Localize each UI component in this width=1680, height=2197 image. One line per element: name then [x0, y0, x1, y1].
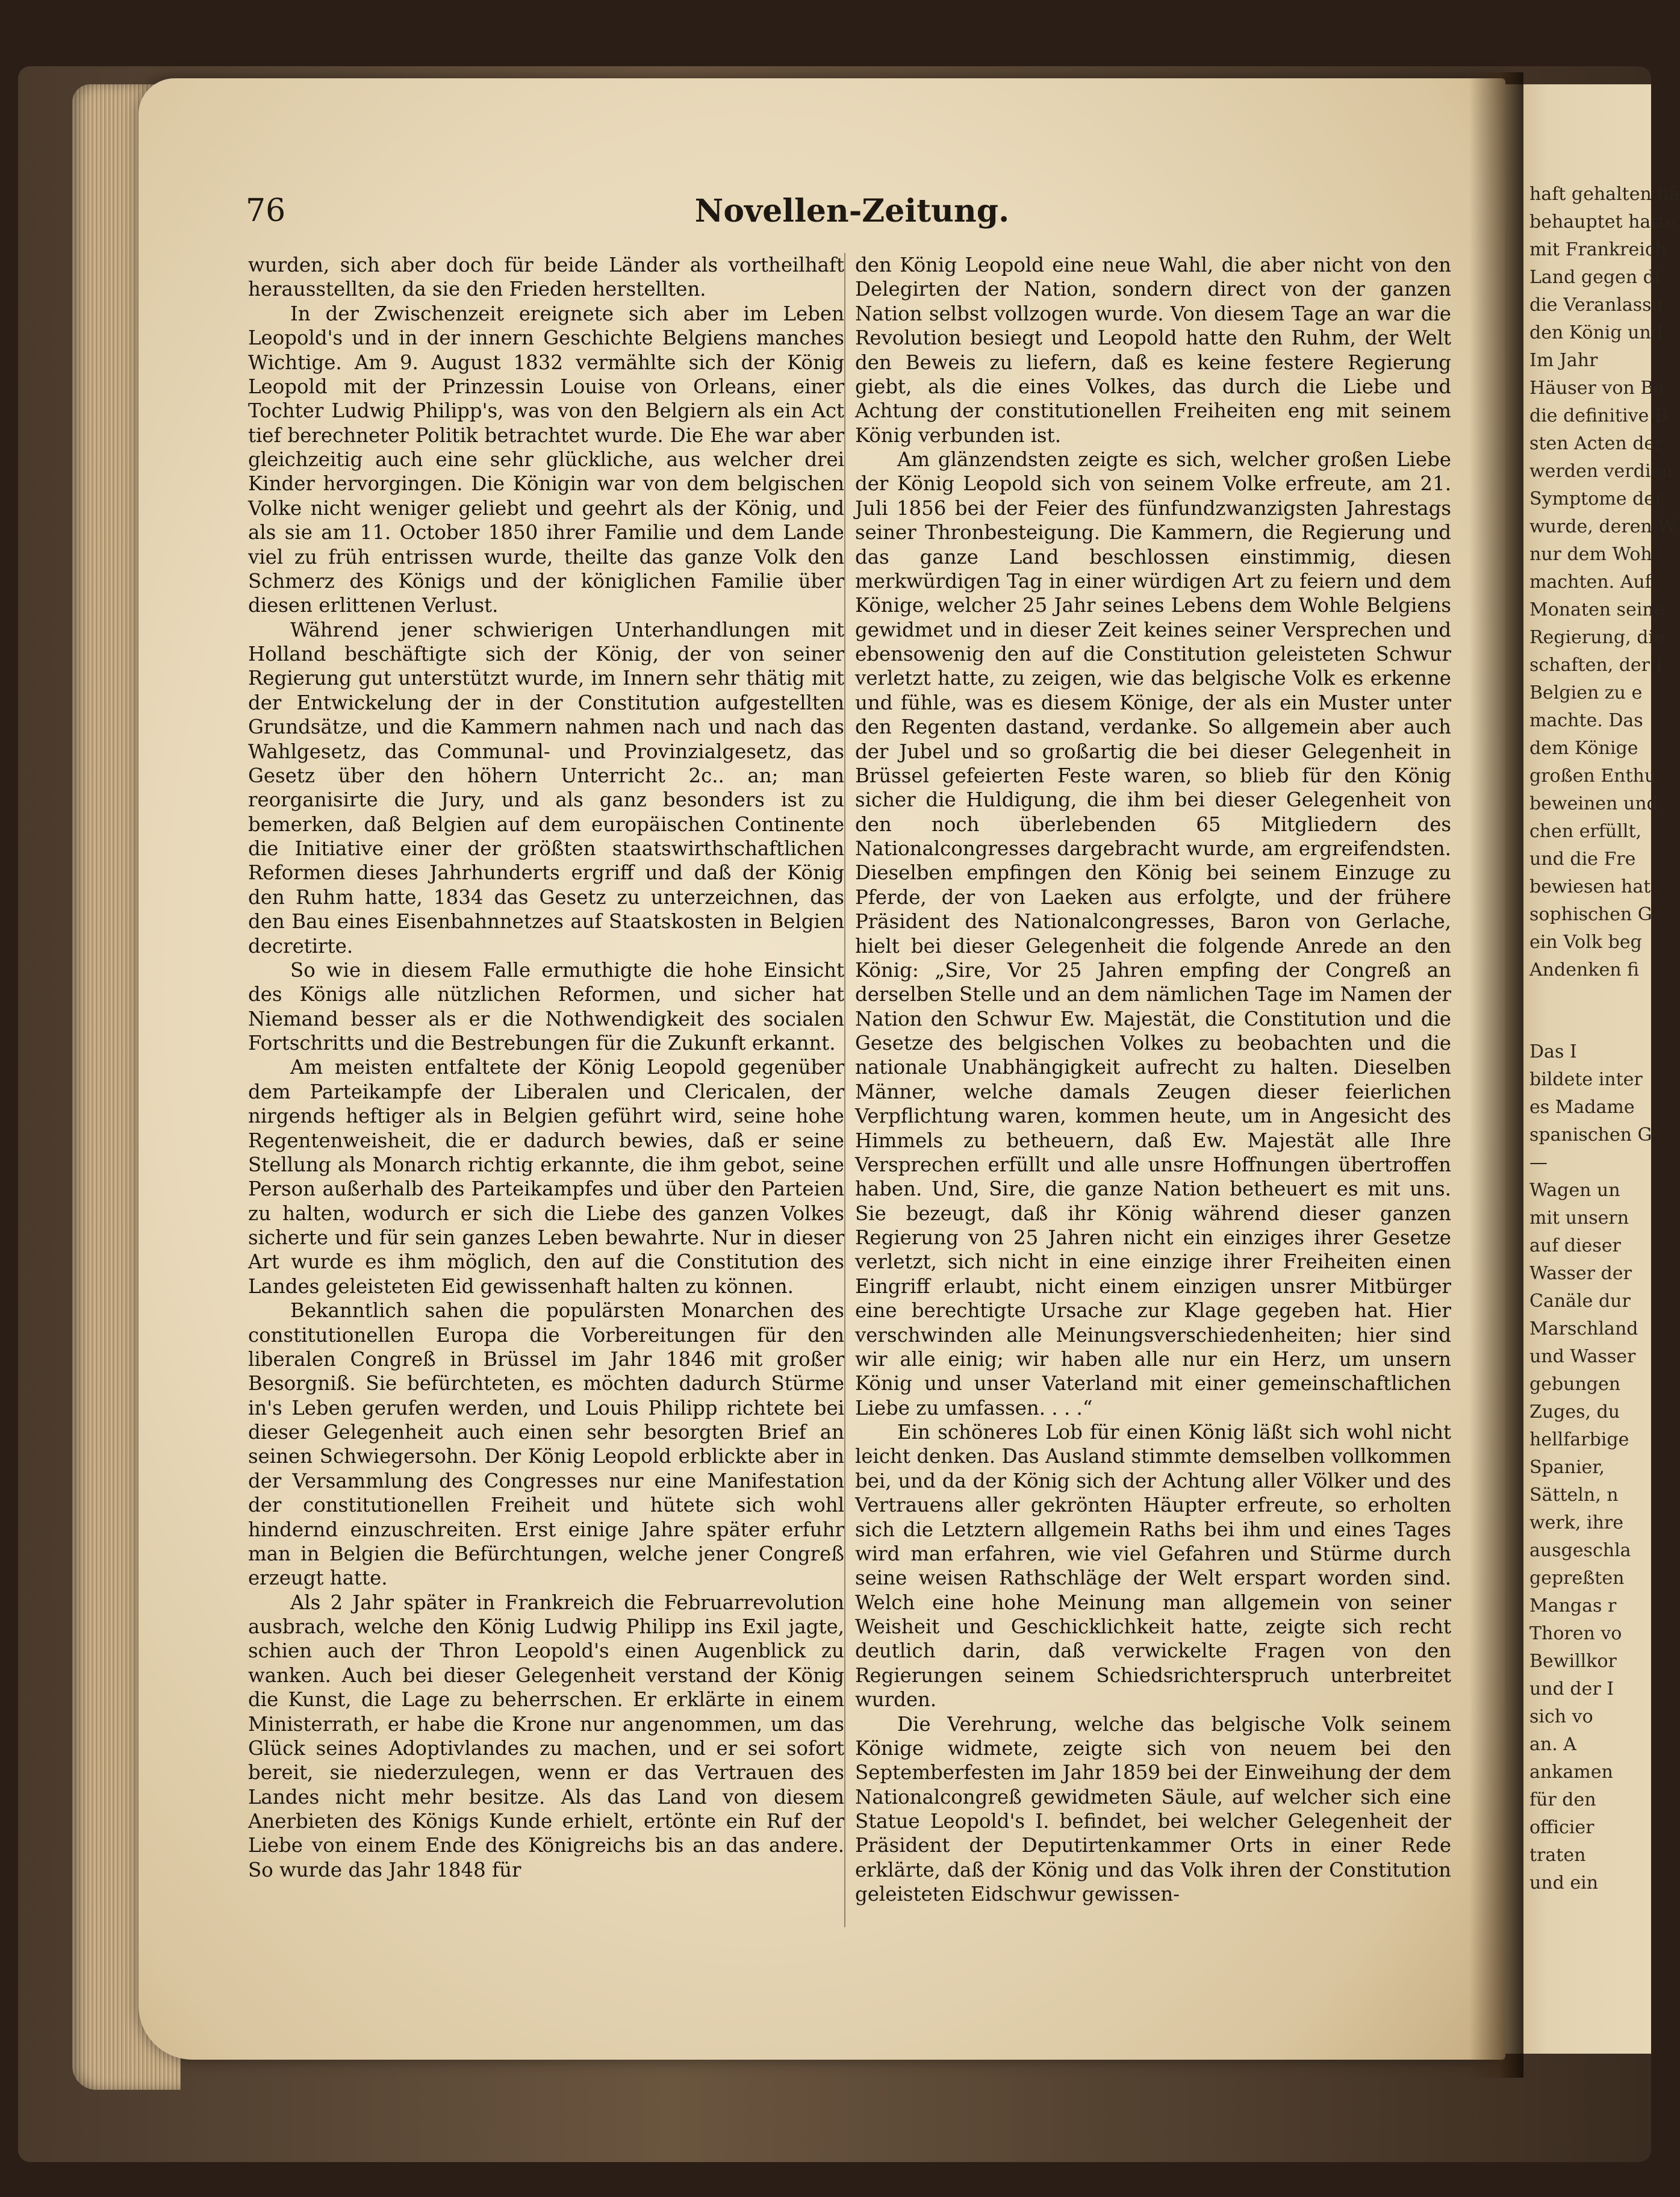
paragraph: Die Verehrung, welche das belgische Volk seinem Könige widmete, zeigte sich von neuem bei den Septemberfesten im Jahr 1859 bei der Einweihung der dem Nationalcongreß gewidmeten Säule, auf welcher sich eine Statue Leopold's I. befindet, bei welcher Gelegenheit der Präsident der Deputirtenkammer Orts in einer Rede erklärte, daß der König und das Volk ihren der Constitution geleisteten Eidschwur gewissen- [855, 1712, 1451, 1906]
paragraph: So wie in diesem Falle ermuthigte die hohe Einsicht des Königs alle nützlichen Reformen, und sicher hat Niemand besser als er die Nothwendigkeit des socialen Fortschritts und die Bestrebungen für die Zukunft erkannt. [248, 958, 844, 1055]
adjacent-page-line: Spanier, [1529, 1457, 1605, 1478]
adjacent-page-line: Land gegen di [1529, 267, 1661, 288]
adjacent-page-line: und Wasser [1529, 1346, 1636, 1367]
adjacent-page-line: großen Enthu [1529, 765, 1657, 787]
adjacent-page-line: traten [1529, 1845, 1586, 1866]
adjacent-page-line: sten Acten der [1529, 433, 1664, 454]
adjacent-page-line: sich vo [1529, 1706, 1593, 1727]
paragraph: In der Zwischenzeit ereignete sich aber im Leben Leopold's und in der innern Geschichte Belgiens manches Wichtige. Am 9. August 1832 vermählte sich der König Leopold mit der Prinzessin Louise von Orleans, einer Tochter Ludwig Philipp's, was von den Belgiern als ein Act tief berechneter Politik betrachtet wurde. Die Ehe war aber gleichzeitig auch eine sehr glückliche, aus welcher drei Kinder hervorgingen. Die Königin war von dem belgischen Volke nicht weniger geliebt und geehrt als der König, und als sie am 11. October 1850 ihrer Familie und dem Lande viel zu früh entrissen wurde, theilte das ganze Volk den Schmerz des Königs und der königlichen Familie über diesen erlittenen Verlust. [248, 302, 844, 617]
adjacent-page-line: machten. Auf [1529, 572, 1652, 593]
adjacent-page-line: gepreßten [1529, 1568, 1625, 1589]
adjacent-page-line: Wagen un [1529, 1180, 1620, 1201]
adjacent-page-line: bildete inter [1529, 1069, 1643, 1090]
adjacent-page-line: Sätteln, n [1529, 1485, 1619, 1506]
adjacent-page-line: und die Fre [1529, 849, 1636, 870]
adjacent-page-line: Belgien zu e [1529, 682, 1643, 703]
adjacent-page-line: es Madame [1529, 1097, 1635, 1118]
journal-title: Novellen-Zeitung. [694, 193, 1010, 229]
paragraph: Während jener schwierigen Unterhandlungen mit Holland beschäftigte sich der König, der von seiner Regierung gut unterstützt wurde, im Innern sehr thätig mit der Entwickelung der in der Constitution aufgestellten Grundsätze, und die Kammern nahmen nach und nach das Wahlgesetz, das Communal- und Provinzialgesetz, das Gesetz über den höhern Unterricht 2c.. an; man reorganisirte die Jury, und als ganz besonders ist zu bemerken, daß Belgien auf dem europäischen Continente die Initiative einer der größten staatswirthschaftlichen Reformen dieses Jahrhunderts ergriff und daß der König den Ruhm hatte, 1834 das Gesetz zu unterzeichnen, das den Bau eines Eisenbahnnetzes auf Staatskosten in Belgien decretirte. [248, 618, 844, 958]
adjacent-page-line: Häuser von Be [1529, 378, 1665, 399]
adjacent-page-line: ausgeschla [1529, 1540, 1631, 1561]
adjacent-page-line: spanischen G [1529, 1124, 1652, 1145]
page-number: 76 [246, 193, 286, 229]
paragraph: Am meisten entfaltete der König Leopold gegenüber dem Parteikampfe der Liberalen und Clericalen, der nirgends heftiger als in Belgien geführt wird, seine hohe Regentenweisheit, die er dadurch bewies, daß er seine Stellung als Monarch richtig erkannte, die ihm gebot, seine Person außerhalb des Parteikampfes und über den Parteien zu halten, wodurch er sich die Liebe des ganzen Volkes sicherte und für sein ganzes Leben bewahrte. Nur in dieser Art wurde es ihm möglich, den auf die Constitution des Landes geleisteten Eid gewissenhaft halten zu können. [248, 1056, 844, 1298]
adjacent-page-line: Monaten seine [1529, 599, 1665, 620]
adjacent-page-line: hellfarbige [1529, 1429, 1629, 1450]
adjacent-page-line: Regierung, die [1529, 627, 1665, 648]
adjacent-page-line: und der I [1529, 1678, 1614, 1700]
right-text-column [855, 253, 1451, 1907]
column-divider [844, 253, 845, 1927]
adjacent-page-line: — [1529, 1152, 1548, 1173]
adjacent-page-line: werden verdien [1529, 461, 1673, 482]
adjacent-page-line: bewiesen hat [1529, 876, 1651, 897]
paragraph: Bekanntlich sahen die populärsten Monarchen des constitutionellen Europa die Vorbereitungen für den liberalen Congreß in Brüssel im Jahr 1846 mit großer Besorgniß. Sie befürchteten, es möchten dadurch Stürme in's Leben gerufen werden, und Louis Philipp richtete bei dieser Gelegenheit auch einen sehr besorgten Brief an seinen Schwiegersohn. Der König Leopold erblickte aber in der Versammlung des Congresses nur eine Manifestation der constitutionellen Freiheit und hütete sich wohl hindernd einzuschreiten. Erst einige Jahre später erfuhr man in Belgien die Befürchtungen, welche jener Congreß erzeugt hatte. [248, 1299, 844, 1590]
adjacent-page-line: sophischen G [1529, 904, 1652, 925]
adjacent-page-line: gebungen [1529, 1374, 1621, 1395]
adjacent-page-line: Das I [1529, 1041, 1577, 1062]
adjacent-page-line: chen erfüllt, [1529, 821, 1642, 842]
adjacent-page-line: haft gehalten hä [1529, 184, 1680, 205]
adjacent-page-line [1529, 984, 1650, 1038]
adjacent-page-line: die definitive B [1529, 405, 1668, 426]
adjacent-page-line: die Veranlassu [1529, 294, 1663, 316]
adjacent-page-line: officier [1529, 1817, 1594, 1838]
left-text-column [248, 253, 844, 1882]
paragraph: Am glänzendsten zeigte es sich, welcher großen Liebe der König Leopold sich von seinem Volke erfreute, am 21. Juli 1856 bei der Feier des fünfundzwanzigsten Jahrestags seiner Thronbesteigung. Die Kammern, die Regierung und das ganze Land beschlossen einstimmig, diesen merkwürdigen Tag in einer würdigen Art zu feiern und dem Könige, welcher 25 Jahr seines Lebens dem Wohle Belgiens gewidmet und in dieser Zeit keines seiner Versprechen und ebensowenig den auf die Constitution geleisteten Schwur verletzt hatte, zu zeigen, wie das belgische Volk es erkenne und fühle, was es diesem Könige, der als ein Muster unter den Regenten dastand, verdanke. So allgemein aber auch der Jubel und so großartig die bei dieser Gelegenheit in Brüssel gefeierten Feste waren, so blieb für den König sicher die Huldigung, die ihm bei dieser Gelegenheit von den noch überlebenden 65 Mitgliedern des Nationalcongresses dargebracht wurde, am ergreifendsten. Dieselben empfingen den König bei seinem Einzuge zu Pferde, der von Laeken aus erfolgte, und der frühere Präsident des Nationalcongresses, Baron von Gerlache, hielt bei dieser Gelegenheit die folgende Anrede an den König: „Sire, Vor 25 Jahren empfing der Congreß an derselben Stelle und an dem nämlichen Tage im Namen der Nation den Schwur Ew. Majestät, die Constitution und die Gesetze des belgischen Volkes zu beobachten und die nationale Unabhängigkeit aufrecht zu halten. Dieselben Männer, welche damals Zeugen dieser feierlichen Verpflichtung waren, kommen heute, um in Angesicht des Himmels zu betheuern, daß Ew. Majestät alle Ihre Versprechen erfüllt und alle unsre Hoffnungen übertroffen haben. Und, Sire, die ganze Nation betheuert es mit uns. Sie bezeugt, daß ihr König während dieser ganzen Regierung von 25 Jahren nicht ein einziges ihrer Gesetze verletzt, sich nicht in eine einzige ihrer Freiheiten einen Eingriff erlaubt, nicht einem einzigen unsrer Mitbürger eine berechtigte Ursache zur Klage gegeben hat. Hier verschwinden alle Meinungsverschiedenheiten; hier sind wir alle einig; wir haben alle nur ein Herz, um unsern König und unser Vaterland mit einer gemeinschaftlichen Liebe zu umfassen. . . .“ [855, 448, 1451, 1419]
adjacent-page-line: machte. Das [1529, 710, 1643, 731]
adjacent-page-line: wurde, deren W [1529, 516, 1677, 537]
adjacent-page-line: Wasser der [1529, 1263, 1632, 1284]
paragraph: den König Leopold eine neue Wahl, die aber nicht von den Delegirten der Nation, sondern direct von der ganzen Nation selbst vollzogen wurde. Von diesem Tage an war die Revolution besiegt und Leopold hatte den Ruhm, der Welt den Beweis zu liefern, daß es keine festere Regierung giebt, als die eines Volkes, das durch die Liebe und Achtung der constitutionellen Freiheiten eng mit seinem König verbunden ist. [855, 254, 1451, 447]
adjacent-page-line: den König und [1529, 322, 1663, 343]
adjacent-page-line: auf dieser [1529, 1235, 1621, 1256]
adjacent-page-line: ankamen [1529, 1762, 1613, 1783]
adjacent-page-line: mit Frankreich [1529, 239, 1667, 260]
adjacent-page-line: Mangas r [1529, 1595, 1617, 1616]
paragraph: wurden, sich aber doch für beide Länder als vortheilhaft herausstellten, da sie den Frieden herstellten. [248, 254, 844, 301]
adjacent-page-line: für den [1529, 1789, 1596, 1810]
adjacent-page-line: dem Könige [1529, 738, 1638, 759]
paragraph: Als 2 Jahr später in Frankreich die Februarrevolution ausbrach, welche den König Ludwig Philipp ins Exil jagte, schien auch der Thron Leopold's einen Augenblick zu wanken. Auch bei dieser Gelegenheit verstand der König die Kunst, die Lage zu beherrschen. Er erklärte in einem Ministerrath, er habe die Krone nur angenommen, um das Glück seines Adoptivlandes zu machen, und er sei sofort bereit, sie niederzulegen, wenn er das Vertrauen des Landes nicht mehr besitze. Als das Land von diesem Anerbieten des Königs Kunde erhielt, ertönte ein Ruf der Liebe von einem Ende des Königreichs bis an das andere. So wurde das Jahr 1848 für [248, 1591, 844, 1881]
adjacent-page-line: Andenken fi [1529, 959, 1640, 980]
running-head [241, 193, 1463, 241]
adjacent-page-line: ein Volk beg [1529, 932, 1642, 953]
adjacent-page-line: nur dem Woh [1529, 544, 1652, 565]
paragraph: Ein schöneres Lob für einen König läßt sich wohl nicht leicht denken. Das Ausland stimmte demselben vollkommen bei, und da der König sich der Achtung aller Völker und des Vertrauens aller gekrönten Häupter erfreute, so erholten sich die Letztern allgemein Raths bei ihm und eines Tages wird man erfahren, wie viel Gefahren und Stürme durch seine weisen Rathschläge der Welt erspart worden sind. Welch eine hohe Meinung man allgemein von seiner Weisheit und Geschicklichkeit hatte, zeigte sich recht deutlich darin, daß verwickelte Fragen von den Regierungen seinem Schiedsrichterspruch unterbreitet wurden. [855, 1421, 1451, 1712]
adjacent-page-line: Thoren vo [1529, 1623, 1622, 1644]
adjacent-page-line: Bewillkor [1529, 1651, 1617, 1672]
adjacent-page-line: werk, ihre [1529, 1512, 1624, 1533]
adjacent-page-line: Im Jahr [1529, 350, 1598, 371]
adjacent-page-line: Zuges, du [1529, 1401, 1620, 1423]
book-gutter [1469, 72, 1523, 2078]
adjacent-page-text [1529, 181, 1680, 1897]
adjacent-page-line: beweinen und [1529, 793, 1658, 814]
adjacent-page-line: schaften, der I [1529, 655, 1663, 676]
adjacent-page-line: behauptet hatte [1529, 211, 1676, 232]
adjacent-page-line: und ein [1529, 1872, 1599, 1893]
adjacent-page-line: Canäle dur [1529, 1291, 1631, 1312]
adjacent-page-line: an. A [1529, 1734, 1576, 1755]
adjacent-page-line: mit unsern [1529, 1208, 1629, 1229]
adjacent-page-line: Symptome der [1529, 488, 1664, 510]
adjacent-page-line: Marschland [1529, 1318, 1638, 1339]
